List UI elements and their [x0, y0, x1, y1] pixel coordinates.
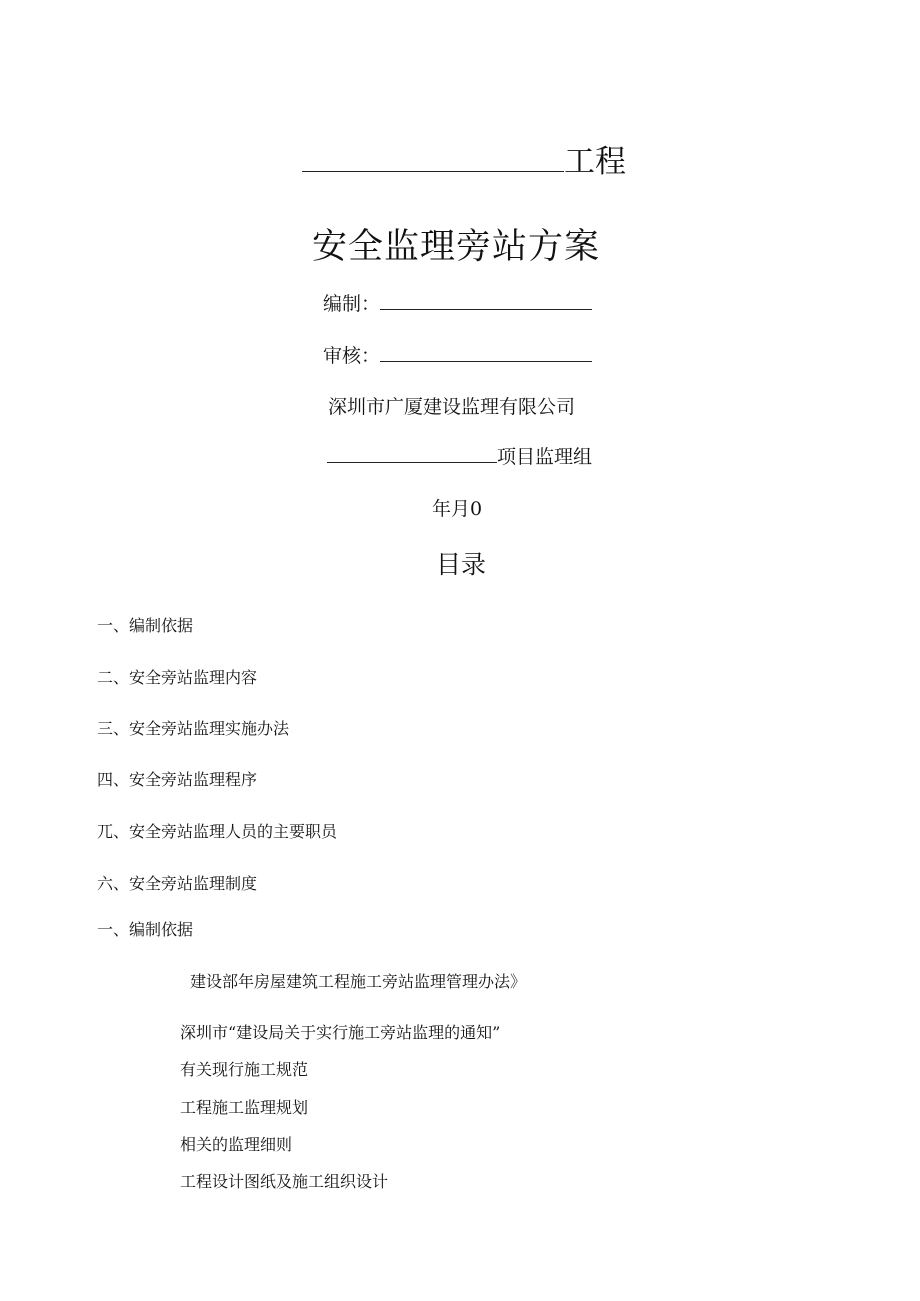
toc-item: 六、安全旁站监理制度 [97, 874, 258, 893]
project-name-blank [302, 141, 564, 172]
basis-item: 有关现行施工规范 [180, 1060, 309, 1079]
project-group-line [327, 442, 592, 469]
toc-item: 四、安全旁站监理程序 [97, 770, 258, 789]
basis-item: 工程施工监理规划 [180, 1098, 309, 1117]
project-name-line [302, 136, 626, 181]
compiler-line [323, 289, 592, 316]
reviewer-line [323, 341, 592, 368]
toc-title: 目录 [436, 550, 487, 579]
reviewer-label: 审核： [323, 345, 381, 367]
section-heading: 一、编制依据 [97, 920, 194, 939]
basis-item: 相关的监理细则 [180, 1135, 293, 1154]
basis-item: 建设部年房屋建筑工程施工旁站监理管理办法》 [190, 972, 527, 991]
basis-item: 工程设计图纸及施工组织设计 [180, 1172, 389, 1191]
date-line: 年月0 [432, 498, 483, 520]
basis-item: 深圳市“建设局关于实行施工旁站监理的通知” [180, 1023, 501, 1042]
toc-item: 兀、安全旁站监理人员的主要职员 [97, 822, 338, 841]
reviewer-blank [380, 341, 592, 362]
toc-item: 一、编制依据 [97, 616, 194, 635]
project-group-blank [327, 442, 497, 463]
compiler-blank [380, 289, 592, 310]
project-group-suffix: 项目监理组 [497, 446, 593, 468]
toc-item: 三、安全旁站监理实施办法 [97, 719, 290, 738]
main-title: 安全监理旁站方案 [312, 227, 601, 267]
company-name: 深圳市广厦建设监理有限公司 [328, 396, 576, 418]
project-suffix: 工程 [564, 144, 626, 180]
compiler-label: 编制： [323, 293, 381, 315]
toc-item: 二、安全旁站监理内容 [97, 668, 258, 687]
